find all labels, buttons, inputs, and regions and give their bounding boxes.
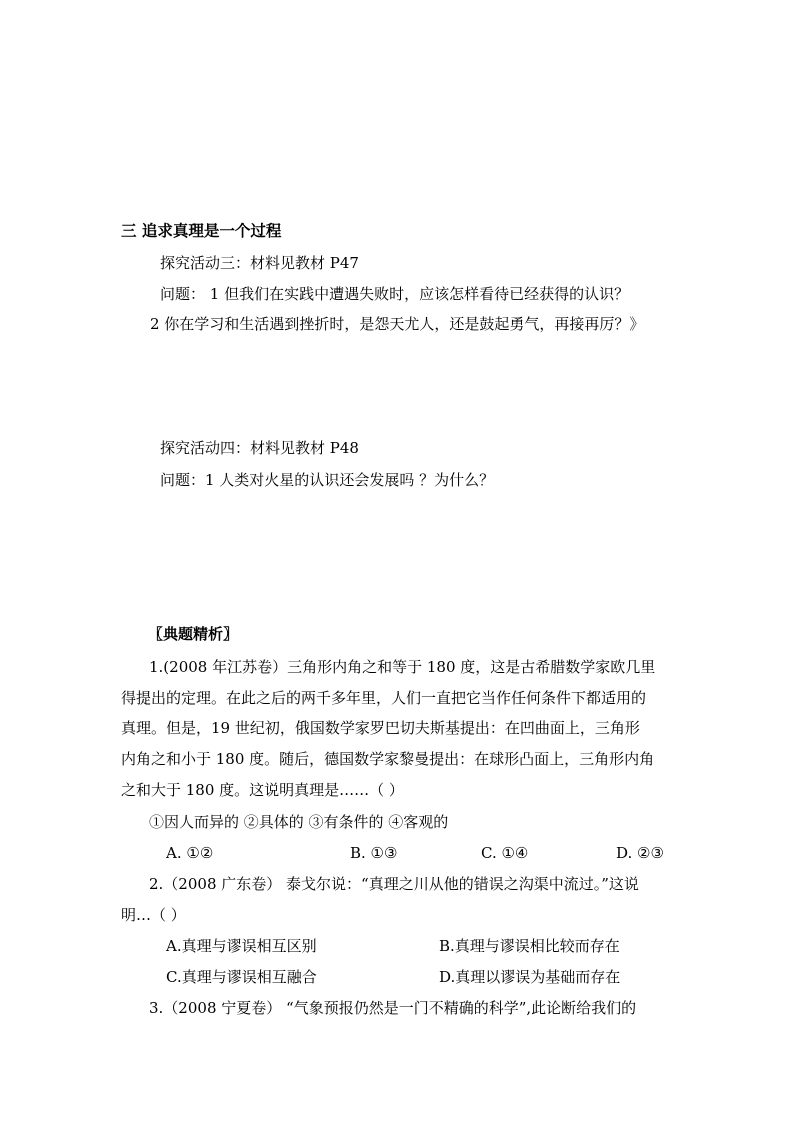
q1-line: 真理。但是，19 世纪初，俄国数学家罗巴切夫斯基提出：在凹曲面上，三角形 [121,719,640,737]
q1-line: 得提出的定理。在此之后的两千多年里，人们一直把它当作任何条件下都适用的 [121,689,647,707]
activity4-title: 探究活动四：材料见教材 P48 [160,439,359,457]
activity3-question-line2: 2 你在学习和生活遇到挫折时，是怨天尤人，还是鼓起勇气，再接再厉？》 [150,315,645,333]
q1-option-b: B. ①③ [350,844,398,862]
q1-line: 1.(2008 年江苏卷）三角形内角之和等于 180 度，这是古希腊数学家欧几里 [149,658,656,676]
q2-line: 明…（ ） [121,906,186,924]
q2-line: 2.（2008 广东卷） 泰戈尔说：“真理之川从他的错误之沟渠中流过。”这说 [149,875,639,893]
activity3-question-line1: 问题： 1 但我们在实践中遭遇失败时，应该怎样看待已经获得的认识？ [160,285,630,303]
q2-option-a: A.真理与谬误相互区别 [166,937,317,955]
q1-line: 内角之和小于 180 度。随后，德国数学家黎曼提出：在球形凸面上，三角形内角 [121,750,655,768]
q2-option-d: D.真理以谬误为基础而存在 [439,968,621,986]
section-heading: 三 追求真理是一个过程 [121,221,282,240]
q1-statements: ①因人而异的 ②具体的 ③有条件的 ④客观的 [149,813,449,831]
q3-line: 3.（2008 宁夏卷） “气象预报仍然是一门不精确的科学”,此论断给我们的 [149,999,637,1017]
activity3-title: 探究活动三：材料见教材 P47 [160,254,359,272]
analysis-heading: 〖典题精析〗 [148,625,239,643]
q2-option-b: B.真理与谬误相比较而存在 [439,937,620,955]
q1-option-d: D. ②③ [616,844,664,862]
q1-line: 之和大于 180 度。这说明真理是……（ ） [121,781,404,799]
q1-option-a: A. ①② [166,844,214,862]
q1-option-c: C. ①④ [481,844,529,862]
q2-option-c: C.真理与谬误相互融合 [166,968,317,986]
activity4-question: 问题：1 人类对火星的认识还会发展吗 ？为什么？ [160,471,495,489]
